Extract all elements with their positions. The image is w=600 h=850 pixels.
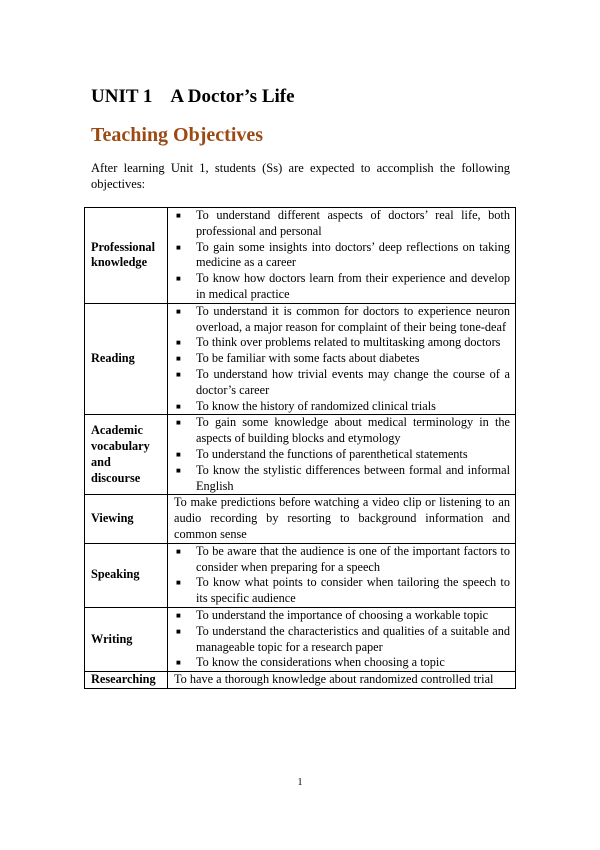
objective-text: To know how doctors learn from their experience and develop in medical practice (196, 271, 510, 301)
list-item (174, 271, 510, 303)
bullet-icon: ■ (176, 306, 181, 316)
category-cell: Researching (85, 672, 168, 689)
bullet-icon: ■ (176, 658, 181, 668)
bullet-icon: ■ (176, 369, 181, 379)
objective-list (174, 415, 510, 494)
objective-text: To think over problems related to multitasking among doctors (196, 335, 501, 350)
list-item (174, 367, 510, 399)
objective-text: To understand it is common for doctors to experience neuron overload, a major reason for complaint of their being tone-deaf (196, 303, 510, 334)
objective-text: To be aware that the audience is one of the important factors to consider when preparing for a speech (196, 543, 510, 574)
list-item (174, 575, 510, 607)
list-item (174, 447, 510, 463)
bullet-icon: ■ (176, 211, 181, 220)
objective-text: To understand the importance of choosing a workable topic (196, 607, 489, 622)
objective-text: To understand different aspects of doctors’ real life, both professional and personal (196, 208, 510, 238)
table-row (85, 415, 516, 495)
bullet-icon: ■ (176, 401, 181, 411)
bullet-icon: ■ (176, 274, 181, 284)
category-cell: Speaking (85, 543, 168, 607)
category-cell: Academic vocabulary and discourse (85, 415, 168, 495)
bullet-icon: ■ (176, 338, 181, 348)
table-row (85, 303, 516, 415)
objective-list (174, 608, 510, 671)
table-row (85, 607, 516, 671)
page-number: 1 (297, 777, 303, 788)
bullet-icon: ■ (176, 546, 181, 556)
objective-text: To understand the characteristics and qualities of a suitable and manageable topic for a research paper (196, 623, 510, 654)
table-row (85, 543, 516, 607)
objective-text: To know what points to consider when tailoring the speech to its specific audience (196, 575, 510, 606)
list-item (174, 208, 510, 240)
content-cell (168, 303, 516, 415)
objective-text: To know the considerations when choosing a topic (196, 655, 445, 670)
list-item (174, 240, 510, 272)
intro-paragraph: After learning Unit 1, students (Ss) are expected to accomplish the following objectives: (91, 161, 510, 191)
objective-text: To be familiar with some facts about diabetes (196, 351, 420, 366)
content-cell (168, 208, 516, 304)
list-item (174, 655, 510, 671)
content-cell (168, 415, 516, 495)
table-row (85, 208, 516, 304)
objective-list (174, 304, 510, 415)
objective-text: To know the history of randomized clinical trials (196, 398, 436, 413)
objective-text: To understand the functions of parenthetical statements (196, 446, 468, 461)
bullet-icon: ■ (176, 242, 181, 252)
bullet-icon: ■ (176, 354, 181, 364)
list-item (174, 463, 510, 495)
category-cell: Reading (85, 303, 168, 415)
objective-text: To gain some insights into doctors’ deep reflections on taking medicine as a career (196, 239, 510, 270)
objective-list (174, 544, 510, 607)
content-cell: To have a thorough knowledge about randomized controlled trial (168, 672, 516, 689)
content-cell (168, 543, 516, 607)
category-cell: Writing (85, 607, 168, 671)
list-item (174, 415, 510, 447)
list-item (174, 608, 510, 624)
bullet-icon: ■ (176, 418, 181, 428)
bullet-icon: ■ (176, 626, 181, 636)
category-cell: Professional knowledge (85, 208, 168, 304)
objective-list (174, 208, 510, 303)
content-cell: To make predictions before watching a video clip or listening to an audio recording by resorting to background information and common sense (168, 495, 516, 543)
bullet-icon: ■ (176, 610, 181, 620)
list-item (174, 351, 510, 367)
list-item (174, 624, 510, 656)
bullet-icon: ■ (176, 578, 181, 588)
list-item (174, 335, 510, 351)
bullet-icon: ■ (176, 465, 181, 475)
list-item (174, 304, 510, 336)
category-cell: Viewing (85, 495, 168, 543)
table-row (85, 495, 516, 543)
bullet-icon: ■ (176, 449, 181, 459)
table-row (85, 672, 516, 689)
content-cell (168, 607, 516, 671)
objective-text: To gain some knowledge about medical terminology in the aspects of building blocks and etymology (196, 415, 510, 446)
objectives-table (84, 207, 516, 689)
list-item (174, 544, 510, 576)
list-item (174, 399, 510, 415)
unit-title: UNIT 1 A Doctor’s Life (91, 86, 295, 107)
section-title: Teaching Objectives (91, 124, 264, 146)
objective-text: To understand how trivial events may change the course of a doctor’s career (196, 366, 510, 397)
objective-text: To know the stylistic differences between formal and informal English (196, 462, 510, 493)
